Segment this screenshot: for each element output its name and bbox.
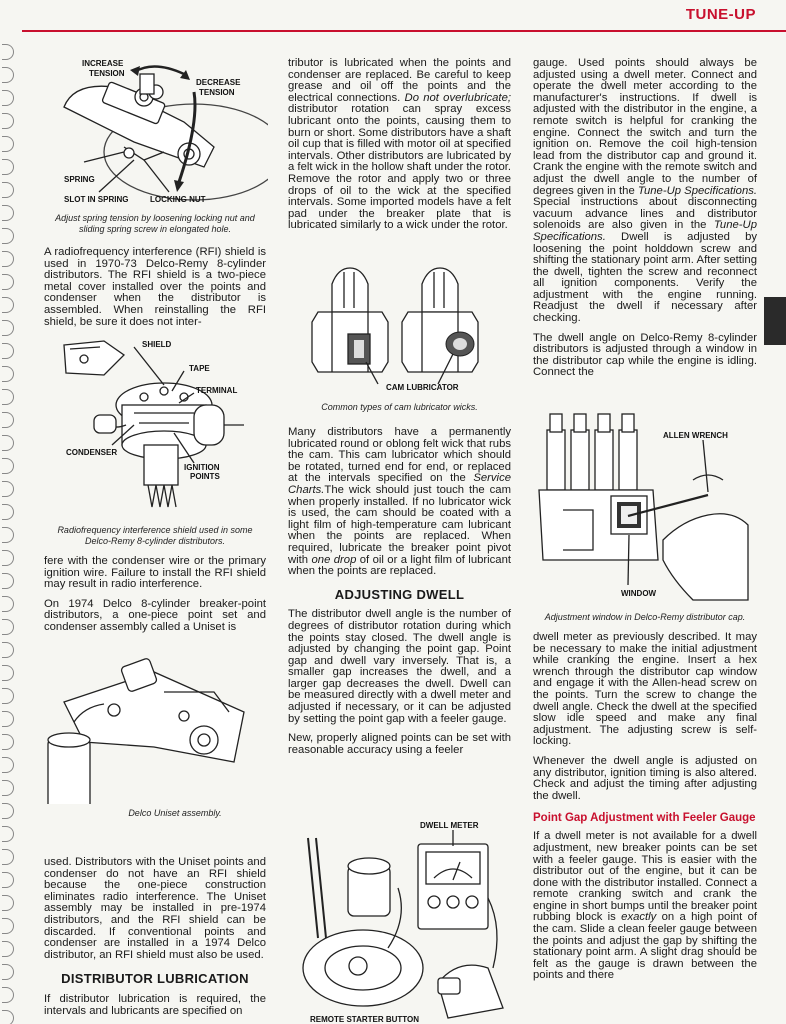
label-condenser: CONDENSER [66, 448, 118, 457]
binding-ring [2, 711, 14, 727]
binding-ring [2, 389, 14, 405]
label-locking-nut: LOCKING NUT [150, 195, 206, 204]
label-cam-lubricator: CAM LUBRICATOR [386, 383, 459, 392]
binding-ring [2, 343, 14, 359]
binding-ring [2, 458, 14, 474]
label-terminal: TERMINAL [196, 386, 238, 395]
binding-ring [2, 136, 14, 152]
binding-ring [2, 113, 14, 129]
uniset-paragraph: used. Distributors with the Uniset points and condenser do not have an RFI shield because the one-piece construction eliminates radio interference. The Uniset assembly may be installed in pre-1974 distributors, and the RFI shield can be discarded. If conventional points and condenser are installed in a 1974 Delco distributor, an RFI shield must also be used. [44, 856, 266, 961]
label-decrease: DECREASE [196, 78, 241, 87]
lubrication-paragraph: tributor is lubricated when the points and condenser are replaced. Be careful to keep grease and oil off the points and the electrical connections. Do not overlubricate; distributor rotation can spray excess lubricant onto the points, causing them to burn or short. Some distributors have a shaft oil cup that is filled with motor oil at specified intervals. Other distributors are lubricated by a felt wick in the hollow shaft under the rotor. Remove the rotor and apply two or three drops of oil to the wick at the specified intervals. Some imported models have a felt pad under the breaker plate that is lubricated similarly to a wick under the rotor. [288, 57, 511, 232]
binding-ring [2, 872, 14, 888]
uniset-figure [44, 652, 268, 804]
dwell-meter-paragraph: gauge. Used points should always be adjusted using a dwell meter. Connect and operate the dwell meter according to the manufacturer's instructions. If dwell is adjusted with the distributor in the engine, a remote switch is helpful for cranking the engine. Connect the switch and turn the ignition on. Remove the coil high-tension lead from the distributor cap and ground it. Crank the engine with the remote switch and adjust the dwell angle to the number of degrees given in the Tune-Up Specifications. Special instructions about disconnecting vacuum advance lines and distributor solenoids are also given in the Tune-Up Specifications. Dwell is adjusted by loosening the point holddown screw and shifting the stationary point arm. After setting the dwell, tighten the screw and reconnect all ignition components. Verify the adjustment with the engine running. Readjust the dwell if necessary after checking. [533, 57, 758, 325]
binding-ring [2, 90, 14, 106]
feeler-gauge-intro-paragraph: New, properly aligned points can be set with reasonable accuracy using a feeler [288, 732, 511, 756]
binding-ring [2, 550, 14, 566]
binding-ring [2, 228, 14, 244]
binding-ring [2, 274, 14, 290]
label-slot-in-spring: SLOT IN SPRING [64, 195, 129, 204]
binding-ring [2, 481, 14, 497]
uniset-figure-caption: Delco Uniset assembly. [128, 808, 222, 818]
cam-lubricator-paragraph: Many distributors have a permanently lubricated round or oblong felt wick that rubs the cam. This cam lubricator which should be rotated, turned end for end, or replaced at the intervals specified on the Service Charts.The wick should just touch the cam when properly installed. If no lubricator wick is used, the cam should be coated with a light film of high-temperature cam lubricant when the points are replaced. When required, lubricate the breaker point pivot with one drop of oil or a light film of lubricant when the points are replaced. [288, 426, 512, 578]
thumb-index-tab [764, 297, 786, 345]
binding-ring [2, 1010, 14, 1024]
adjusting-dwell-heading: ADJUSTING DWELL [334, 586, 465, 602]
binding-ring [2, 941, 14, 957]
binding-ring [2, 849, 14, 865]
label-points: POINTS [190, 472, 220, 481]
binding-ring [2, 412, 14, 428]
rfi-figure-caption: Radiofrequency interference shield used in some Delco-Remy 8-cylinder distributors. [57, 525, 253, 546]
label-spring: SPRING [64, 175, 95, 184]
rfi-continued-paragraph: fere with the condenser wire or the primary ignition wire. Failure to install the RFI shield may result in radio interference. [44, 555, 266, 591]
binding-ring [2, 734, 14, 750]
binding-ring [2, 780, 14, 796]
binding-ring [2, 803, 14, 819]
window-figure-caption: Adjustment window in Delco-Remy distributor cap. [544, 612, 746, 622]
binding-ring [2, 182, 14, 198]
binding-ring [2, 573, 14, 589]
binding-ring [2, 67, 14, 83]
binding-ring [2, 251, 14, 267]
cam-lubricator-caption: Common types of cam lubricator wicks. [321, 402, 478, 412]
spiral-binding [0, 40, 20, 1024]
binding-ring [2, 205, 14, 221]
label-shield: SHIELD [142, 340, 172, 349]
dwell-definition-paragraph: The distributor dwell angle is the number of degrees of distributor rotation during which the points stay closed. The dwell angle is adjusted by changing the point gap. Point gap and dwell vary inversely. That is, a smaller gap increases the dwell, and a larger gap decreases the dwell. Dwell can be measured directly with a dwell meter and adjusted if necessary, or it can be adjusted by setting the point gap with a feeler gauge. [288, 608, 511, 725]
distributor-lubrication-heading: DISTRIBUTOR LUBRICATION [61, 971, 249, 987]
uniset-intro-paragraph: On 1974 Delco 8-cylinder breaker-point distributors, a one-piece point set and condenser assembly called a Uniset is [44, 597, 266, 633]
rfi-paragraph: A radiofrequency interference (RFI) shield is used in 1970-73 Delco-Remy 8-cylinder distributors. The RFI shield is a two-piece metal cover installed over the points and condenser when the distributor is assembled. When reinstalling the RFI shield, be sure it does not inter- [44, 246, 266, 328]
page-header-title: TUNE-UP [685, 6, 756, 23]
lubrication-intro-paragraph: If distributor lubrication is required, the intervals and lubricants are specified on [44, 992, 266, 1017]
rfi-shield-figure [44, 335, 268, 520]
label-window: WINDOW [621, 589, 657, 598]
label-ignition: IGNITION [184, 463, 220, 472]
binding-ring [2, 757, 14, 773]
adjustment-window-figure [533, 400, 757, 605]
window-adjust-paragraph: dwell meter as previously described. It may be necessary to make the initial adjustment while cranking the engine. Insert a hex wrench through the distributor cap window and engage it with the Allen-head screw on the points. Turn the screw to change the dwell angle. Check the dwell at the specified slow idle speed and make any final adjustment. The adjusting screw is self-locking. [533, 631, 757, 748]
point-gap-heading: Point Gap Adjustment with Feeler Gauge [533, 812, 756, 825]
binding-ring [2, 504, 14, 520]
label-tape: TAPE [189, 364, 210, 373]
delco-dwell-paragraph: The dwell angle on Delco-Remy 8-cylinder distributors is adjusted through a window in the distributor cap while the engine is idling. Connect the [533, 331, 757, 379]
dwell-meter-figure [288, 818, 512, 1024]
binding-ring [2, 619, 14, 635]
feeler-gauge-paragraph: If a dwell meter is not available for a dwell adjustment, new breaker points can be set with a feeler gauge. This is easier with the distributor out of the engine, but it can be done with the distributor installed. Connect a remote cranking switch and crank the engine in short bumps until the breaker point rubbing block is exactly on a high point of the cam. Slide a clean feeler gauge between the points and adjust the gap by shifting the stationary point arm. A slight drag should be felt as the gauge is drawn between the points and there [533, 830, 757, 982]
label-increase-tension: TENSION [89, 69, 125, 78]
cam-lubricator-figure [288, 262, 512, 397]
binding-ring [2, 435, 14, 451]
binding-ring [2, 642, 14, 658]
spring-figure-caption: Adjust spring tension by loosening locking nut and sliding spring screw in elongated hole. [55, 213, 255, 234]
header-rule [22, 30, 786, 32]
label-decrease-tension: TENSION [199, 88, 235, 97]
label-allen-wrench: ALLEN WRENCH [663, 431, 728, 440]
binding-ring [2, 366, 14, 382]
binding-ring [2, 159, 14, 175]
binding-ring [2, 596, 14, 612]
label-increase: INCREASE [82, 59, 124, 68]
spring-tension-figure [44, 52, 268, 210]
label-remote-starter-button: REMOTE STARTER BUTTON [310, 1015, 420, 1024]
binding-ring [2, 527, 14, 543]
label-dwell-meter: DWELL METER [420, 821, 479, 830]
binding-ring [2, 964, 14, 980]
binding-ring [2, 44, 14, 60]
binding-ring [2, 688, 14, 704]
binding-ring [2, 987, 14, 1003]
binding-ring [2, 665, 14, 681]
binding-ring [2, 297, 14, 313]
timing-paragraph: Whenever the dwell angle is adjusted on any distributor, ignition timing is also altered. Check and adjust the timing after adjusting the dwell. [533, 754, 757, 802]
binding-ring [2, 918, 14, 934]
binding-ring [2, 320, 14, 336]
binding-ring [2, 895, 14, 911]
binding-ring [2, 826, 14, 842]
